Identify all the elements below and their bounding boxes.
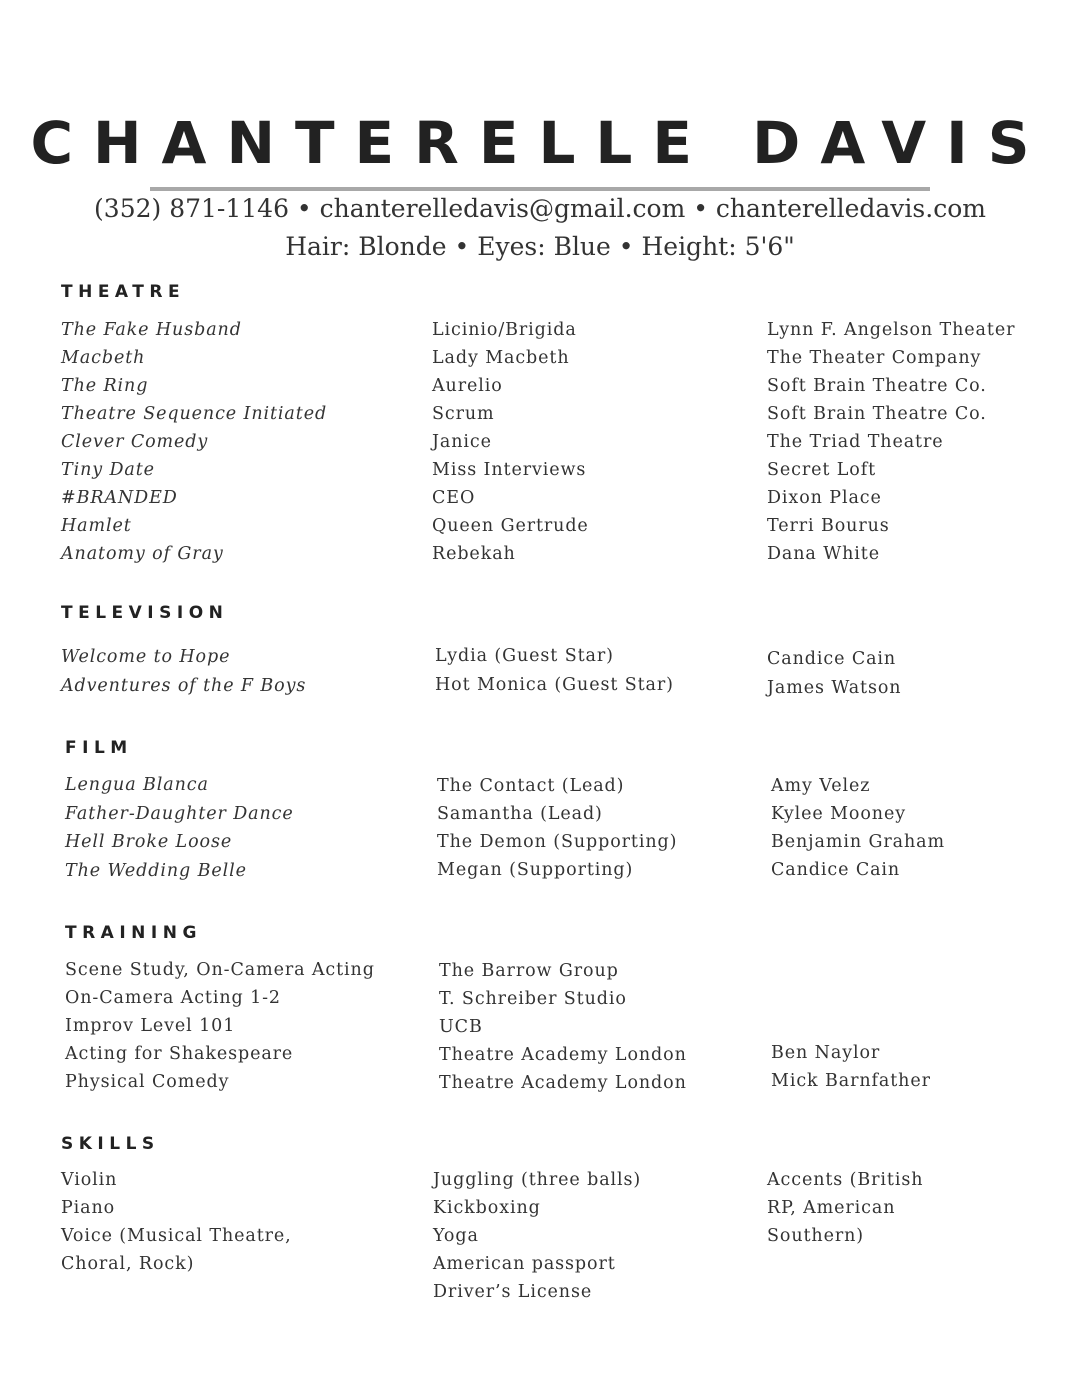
entry-line: The Fake Husband	[61, 320, 242, 340]
entry-line: Theatre Academy London	[439, 1073, 687, 1093]
entry-line: Yoga	[433, 1226, 479, 1246]
contact-info: (352) 871-1146 • chanterelledavis@gmail.com • chanterelledavis.com	[94, 194, 986, 223]
entry-line: Mick Barnfather	[771, 1071, 931, 1091]
entry-line: Dana White	[767, 544, 880, 564]
entry-line: Terri Bourus	[767, 516, 890, 536]
training-courses	[65, 956, 375, 1096]
entry-line: Scene Study, On-Camera Acting	[65, 960, 375, 980]
entry-line: Queen Gertrude	[432, 516, 589, 536]
entry-line: Acting for Shakespeare	[65, 1044, 294, 1064]
entry-line: Theatre Sequence Initiated	[61, 404, 328, 424]
entry-line: Improv Level 101	[65, 1016, 236, 1036]
entry-line: Welcome to Hope	[61, 647, 231, 667]
entry-line: Samantha (Lead)	[437, 804, 603, 824]
section-heading-film: FILM	[65, 738, 133, 758]
entry-line: Adventures of the F Boys	[61, 675, 307, 696]
section-heading-theatre: THEATRE	[61, 282, 186, 302]
entry-line: #BRANDED	[61, 488, 178, 508]
entry-line: Rebekah	[432, 544, 516, 564]
entry-line: On-Camera Acting 1-2	[65, 988, 281, 1008]
header-divider	[150, 187, 930, 191]
entry-line: Hamlet	[61, 516, 132, 536]
entry-line: Dixon Place	[767, 488, 882, 508]
film-titles	[65, 771, 294, 885]
entry-line: The Contact (Lead)	[437, 776, 625, 796]
television-directors	[767, 645, 901, 702]
entry-line: Lady Macbeth	[432, 348, 570, 368]
entry-line: Anatomy of Gray	[61, 544, 224, 564]
film-directors	[771, 772, 945, 884]
entry-line: The Wedding Belle	[65, 860, 247, 881]
entry-line: Violin	[61, 1170, 118, 1190]
entry-line: Miss Interviews	[432, 460, 587, 480]
entry-line: Scrum	[432, 404, 495, 424]
entry-line: Amy Velez	[771, 776, 871, 796]
theatre-titles	[61, 316, 327, 568]
entry-line: Aurelio	[432, 376, 503, 396]
actor-name: CHANTERELLE DAVIS	[30, 109, 1050, 177]
television-roles	[435, 642, 674, 699]
entry-line: American passport	[433, 1254, 616, 1274]
entry-line: Voice (Musical Theatre,	[61, 1226, 292, 1246]
entry-line: The Demon (Supporting)	[437, 832, 678, 852]
entry-line: Licinio/Brigida	[432, 320, 577, 340]
entry-line: Piano	[61, 1198, 116, 1218]
section-heading-training: TRAINING	[65, 923, 202, 943]
television-titles	[61, 643, 306, 700]
entry-line: Clever Comedy	[61, 432, 209, 452]
skills-col-1	[61, 1166, 292, 1278]
entry-line: Kickboxing	[433, 1198, 541, 1218]
section-heading-skills: SKILLS	[61, 1134, 160, 1154]
entry-line: Father-Daughter Dance	[65, 803, 294, 824]
skills-col-3	[767, 1166, 923, 1250]
skills-col-2	[433, 1166, 641, 1306]
entry-line: Kylee Mooney	[771, 804, 907, 824]
training-schools	[439, 957, 687, 1097]
entry-line: CEO	[432, 488, 476, 508]
entry-line: The Ring	[61, 376, 149, 396]
entry-line: T. Schreiber Studio	[439, 989, 627, 1009]
entry-line: Soft Brain Theatre Co.	[767, 404, 987, 424]
entry-line: Megan (Supporting)	[437, 860, 634, 880]
entry-line: Tiny Date	[61, 460, 155, 480]
entry-line: Hell Broke Loose	[65, 832, 233, 853]
physical-stats: Hair: Blonde • Eyes: Blue • Height: 5'6"	[285, 232, 795, 261]
entry-line: Secret Loft	[767, 460, 877, 480]
entry-line: Accents (British	[767, 1170, 924, 1190]
entry-line: RP, American	[767, 1198, 896, 1218]
theatre-companies	[767, 316, 1015, 568]
entry-line: Macbeth	[61, 348, 146, 368]
entry-line: Lydia (Guest Star)	[435, 646, 614, 666]
section-heading-television: TELEVISION	[61, 603, 229, 623]
entry-line: Candice Cain	[771, 860, 901, 880]
entry-line: Candice Cain	[767, 649, 897, 669]
film-roles	[437, 772, 677, 884]
entry-line: Southern)	[767, 1226, 865, 1246]
entry-line: Juggling (three balls)	[433, 1170, 642, 1190]
entry-line: The Barrow Group	[439, 961, 619, 981]
entry-line: Soft Brain Theatre Co.	[767, 376, 987, 396]
entry-line: The Theater Company	[767, 348, 982, 368]
training-teachers	[771, 1039, 931, 1095]
entry-line: Driver’s License	[433, 1282, 593, 1302]
entry-line: Theatre Academy London	[439, 1045, 687, 1065]
entry-line: Benjamin Graham	[771, 832, 945, 852]
entry-line: The Triad Theatre	[767, 432, 944, 452]
entry-line: Physical Comedy	[65, 1072, 230, 1092]
theatre-roles	[432, 316, 589, 568]
entry-line: Lynn F. Angelson Theater	[767, 320, 1016, 340]
entry-line: Janice	[432, 432, 492, 452]
entry-line: Lengua Blanca	[65, 775, 209, 795]
entry-line: Choral, Rock)	[61, 1254, 195, 1274]
entry-line: UCB	[439, 1017, 483, 1037]
entry-line: Ben Naylor	[771, 1043, 881, 1063]
entry-line: James Watson	[767, 677, 902, 698]
entry-line: Hot Monica (Guest Star)	[435, 674, 674, 695]
